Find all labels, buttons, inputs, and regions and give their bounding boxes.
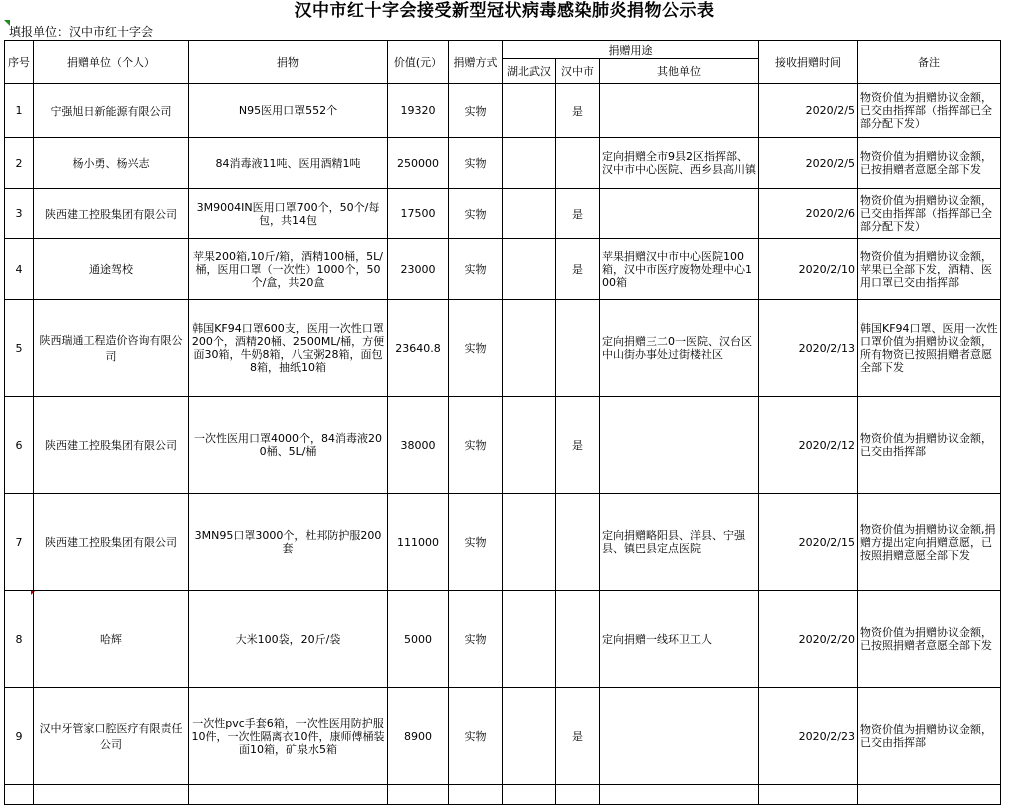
cell-item: N95医用口罩552个: [189, 84, 388, 138]
cell-date: 2020/2/23: [759, 688, 858, 785]
header-value: 价值(元）: [388, 41, 449, 84]
cell-seq: 1: [5, 84, 34, 138]
cell-method: 实物: [449, 189, 503, 239]
cell-remark: 物资价值为捐赠协议金额，已交由指挥部（指挥部已全部分配下发）: [858, 84, 1001, 138]
table-row: [5, 494, 1001, 591]
cell-seq: 9: [5, 688, 34, 785]
cell-donor: 陕西建工控股集团有限公司: [34, 494, 189, 591]
cell-item: 大米100袋，20斤/袋: [189, 591, 388, 688]
header-other: 其他单位: [600, 59, 759, 84]
cell-empty: [34, 785, 189, 805]
cell-empty: [449, 785, 503, 805]
cell-value: 5000: [388, 591, 449, 688]
cell-method: 实物: [449, 591, 503, 688]
cell-donor: 宁强旭日新能源有限公司: [34, 84, 189, 138]
header-date: 接收捐赠时间: [759, 41, 858, 84]
cell-value: 17500: [388, 189, 449, 239]
cell-value: 38000: [388, 397, 449, 494]
table-row: [5, 84, 1001, 138]
cell-donor: 通途驾校: [34, 239, 189, 300]
cell-method: 实物: [449, 239, 503, 300]
cell-remark: 物资价值为捐赠协议金额,捐赠方提出定向捐赠意愿，已按照捐赠意愿全部下发: [858, 494, 1001, 591]
cell-item: 一次性医用口罩4000个，84消毒液200桶、5L/桶: [189, 397, 388, 494]
cell-value: 23000: [388, 239, 449, 300]
cell-hanzhong: 是: [556, 84, 600, 138]
header-donor: 捐赠单位（个人）: [34, 41, 189, 84]
cell-donor: 汉中牙管家口腔医疗有限责任公司: [34, 688, 189, 785]
cell-value: 111000: [388, 494, 449, 591]
cell-corner-marker: [4, 20, 10, 26]
cell-value: 23640.8: [388, 300, 449, 397]
cell-date: 2020/2/5: [759, 84, 858, 138]
cell-other: [600, 189, 759, 239]
cell-hanzhong: [556, 591, 600, 688]
table-row: [5, 397, 1001, 494]
table-row: [5, 688, 1001, 785]
cell-remark: 物资价值为捐赠协议金额，已交由指挥部（指挥部已全部分配下发）: [858, 189, 1001, 239]
cell-hubei: [503, 494, 556, 591]
cell-method: 实物: [449, 300, 503, 397]
page-title: 汉中市红十字会接受新型冠状病毒感染肺炎捐物公示表: [294, 1, 715, 21]
cell-other: 定向捐赠略阳县、洋县、宁强县、镇巴县定点医院: [600, 494, 759, 591]
cell-date: 2020/2/15: [759, 494, 858, 591]
header-item: 捐物: [189, 41, 388, 84]
header-usage: 捐赠用途: [503, 41, 759, 59]
cell-empty: [388, 785, 449, 805]
cell-seq: 3: [5, 189, 34, 239]
cell-method: 实物: [449, 494, 503, 591]
header-row: [5, 41, 1001, 59]
cell-remark: 韩国KF94口罩、医用一次性口罩价值为捐赠协议金额，所有物资已按照捐赠者意愿全部下发: [858, 300, 1001, 397]
cell-hanzhong: 是: [556, 189, 600, 239]
header-remark: 备注: [858, 41, 1001, 84]
cell-date: 2020/2/10: [759, 239, 858, 300]
table-row: [5, 138, 1001, 189]
table-row-partial: [5, 785, 1001, 805]
cell-item: 苹果200箱,10斤/箱，酒精100桶，5L/桶，医用口罩（一次性）1000个，50个/盒，共20盒: [189, 239, 388, 300]
cell-hanzhong: 是: [556, 688, 600, 785]
cell-remark: 物资价值为捐赠协议金额，已按捐赠者意愿全部下发: [858, 138, 1001, 189]
header-method: 捐赠方式: [449, 41, 503, 84]
cell-seq: 8: [5, 591, 34, 688]
cell-item: 韩国KF94口罩600支，医用一次性口罩200个，酒精20桶、2500ML/桶，方便面30箱，牛奶8箱，八宝粥28箱，面包8箱，抽纸10箱: [189, 300, 388, 397]
cell-hubei: [503, 138, 556, 189]
header-hubei: 湖北武汉: [503, 59, 556, 84]
cell-hubei: [503, 239, 556, 300]
cell-empty: [759, 785, 858, 805]
cell-empty: [503, 785, 556, 805]
cell-date: 2020/2/12: [759, 397, 858, 494]
cell-hanzhong: [556, 494, 600, 591]
cell-hubei: [503, 84, 556, 138]
cell-method: 实物: [449, 688, 503, 785]
cell-method: 实物: [449, 397, 503, 494]
cell-hubei: [503, 300, 556, 397]
cell-seq: 2: [5, 138, 34, 189]
cell-value: 8900: [388, 688, 449, 785]
cell-other: [600, 84, 759, 138]
cell-item: 3M9004IN医用口罩700个，50个/每包，共14包: [189, 189, 388, 239]
cell-item: 3MN95口罩3000个，杜邦防护服200套: [189, 494, 388, 591]
cell-other: 苹果捐赠汉中市中心医院100箱，汉中市医疗废物处理中心100箱: [600, 239, 759, 300]
cell-value: 250000: [388, 138, 449, 189]
table-row: [5, 591, 1001, 688]
cell-other: [600, 688, 759, 785]
cell-hanzhong: 是: [556, 239, 600, 300]
donation-table: [4, 40, 1001, 805]
table-row: [5, 300, 1001, 397]
cell-date: 2020/2/6: [759, 189, 858, 239]
cell-other: 定向捐赠三二0一医院、汉台区中山街办事处过街楼社区: [600, 300, 759, 397]
cell-hanzhong: [556, 138, 600, 189]
cell-donor: 杨小勇、杨兴志: [34, 138, 189, 189]
cell-empty: [858, 785, 1001, 805]
cell-empty: [556, 785, 600, 805]
cell-empty: [5, 785, 34, 805]
cell-seq: 6: [5, 397, 34, 494]
cell-hubei: [503, 397, 556, 494]
header-seq: 序号: [5, 41, 34, 84]
cell-other: 定向捐赠全市9县2区指挥部、汉中市中心医院、西乡县高川镇: [600, 138, 759, 189]
cell-value: 19320: [388, 84, 449, 138]
cell-remark: 物资价值为捐赠协议金额，已按照捐赠者意愿全部下发: [858, 591, 1001, 688]
cell-hubei: [503, 591, 556, 688]
cell-date: 2020/2/20: [759, 591, 858, 688]
cell-hanzhong: 是: [556, 397, 600, 494]
cell-item: 84消毒液11吨、医用酒精1吨: [189, 138, 388, 189]
cell-donor: 陕西瑞通工程造价咨询有限公司: [34, 300, 189, 397]
cell-empty: [189, 785, 388, 805]
cell-method: 实物: [449, 138, 503, 189]
cell-hubei: [503, 189, 556, 239]
table-row: [5, 239, 1001, 300]
table-row: [5, 189, 1001, 239]
cell-method: 实物: [449, 84, 503, 138]
cell-other: [600, 397, 759, 494]
cell-donor: 哈辉: [34, 591, 189, 688]
cell-hanzhong: [556, 300, 600, 397]
cell-hubei: [503, 688, 556, 785]
filler-unit: 填报单位：汉中市红十字会: [9, 25, 154, 39]
cell-donor: 陕西建工控股集团有限公司: [34, 397, 189, 494]
cell-seq: 5: [5, 300, 34, 397]
cell-seq: 4: [5, 239, 34, 300]
cell-date: 2020/2/5: [759, 138, 858, 189]
cell-remark: 物资价值为捐赠协议金额，苹果已全部下发，酒精、医用口罩已交由指挥部: [858, 239, 1001, 300]
cell-date: 2020/2/13: [759, 300, 858, 397]
cell-remark: 物资价值为捐赠协议金额，已交由指挥部: [858, 397, 1001, 494]
cell-remark: 物资价值为捐赠协议金额，已交由指挥部: [858, 688, 1001, 785]
cell-item: 一次性pvc手套6箱，一次性医用防护服10件，一次性隔离衣10件，康师傅桶装面10箱，矿泉水5箱: [189, 688, 388, 785]
cell-other: 定向捐赠一线环卫工人: [600, 591, 759, 688]
cell-donor: 陕西建工控股集团有限公司: [34, 189, 189, 239]
cell-seq: 7: [5, 494, 34, 591]
header-hanzhong: 汉中市: [556, 59, 600, 84]
cell-empty: [600, 785, 759, 805]
